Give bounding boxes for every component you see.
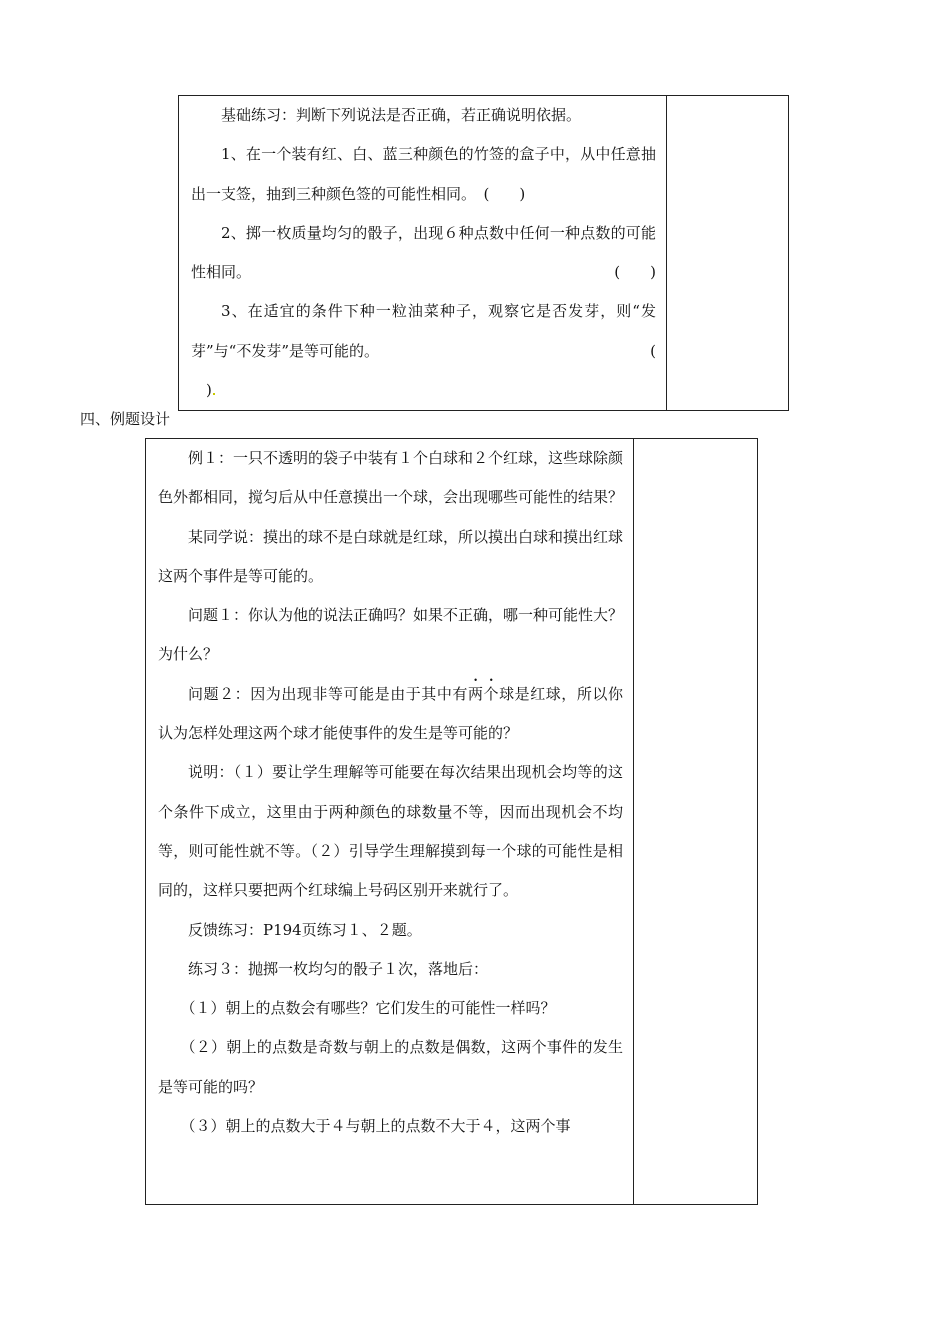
practice-3-item-3: （３）朝上的点数大于４与朝上的点数不大于４，这两个事 (180, 1117, 571, 1136)
answer-blank: ( ) (614, 263, 656, 282)
exercise-question-2: 2、掷一枚质量均匀的骰子，出现６种点数中任何一种点数的可能性相同。 ( ) (191, 214, 656, 293)
question-1: 问题１：你认为他的说法正确吗？如果不正确，哪一种可能性大？为什么？ (158, 606, 624, 664)
answer-blank: ( ) (483, 184, 526, 203)
notes-column-cell (634, 439, 758, 1205)
student-claim: 某同学说：摸出的球不是白球就是红球，所以摸出白球和摸出红球这两个事件是等可能的。 (158, 527, 624, 585)
example-content-cell (146, 439, 634, 1205)
answer-blank-open: ( (650, 341, 656, 360)
feedback-practice: 反馈练习：P194页练习１、２题。 (188, 920, 422, 939)
exercise-content-cell (179, 96, 667, 411)
example-1: 例１：一只不透明的袋子中装有１个白球和２个红球，这些球除颜色外都相同，搅匀后从中任意摸出一个球，会出现哪些可能性的结果？ (158, 449, 624, 507)
practice-3: 练习３：抛掷一枚均匀的骰子１次，落地后： (188, 959, 489, 978)
section-heading: 四、例题设计 (80, 410, 171, 428)
speck-mark (213, 393, 215, 395)
exercise-question-1: 1、在一个装有红、白、蓝三种颜色的竹签的盒子中，从中任意抽出一支签，抽到三种颜色签的可能性相同。 ( ) (191, 145, 656, 203)
practice-3-item-2: （２）朝上的点数是奇数与朝上的点数是偶数，这两个事件的发生是等可能的吗？ (158, 1038, 623, 1096)
exercise-intro: 基础练习：判断下列说法是否正确，若正确说明依据。 (221, 106, 582, 124)
answer-blank-close: ) (206, 381, 212, 400)
exercise-question-3: 3、在适宜的条件下种一粒油菜种子，观察它是否发芽，则“发芽”与“不发芽”是等可能的。 ( (191, 292, 656, 371)
emphasized-text: 两个 (467, 684, 500, 703)
example-table (145, 438, 758, 1205)
question-2: 问题２：因为出现非等可能是由于其中有两个球是红球，所以你认为怎样处理这两个球才能使事件的发生是等可能的？ (158, 684, 623, 743)
explanation: 说明：（１）要让学生理解等可能要在每次结果出现机会均等的这个条件下成立，这里由于两种颜色的球数量不等，因而出现机会不均等，则可能性就不等。（２）引导学生理解摸到每一个球的可能性是相同的，这样只要把两个红球编上号码区别开来就行了。 (158, 763, 623, 900)
exercise-question-3-close (191, 371, 656, 410)
notes-column-cell (667, 96, 789, 411)
exercise-table (178, 95, 789, 411)
practice-3-item-1: （１）朝上的点数会有哪些？它们发生的可能性一样吗？ (180, 999, 556, 1018)
